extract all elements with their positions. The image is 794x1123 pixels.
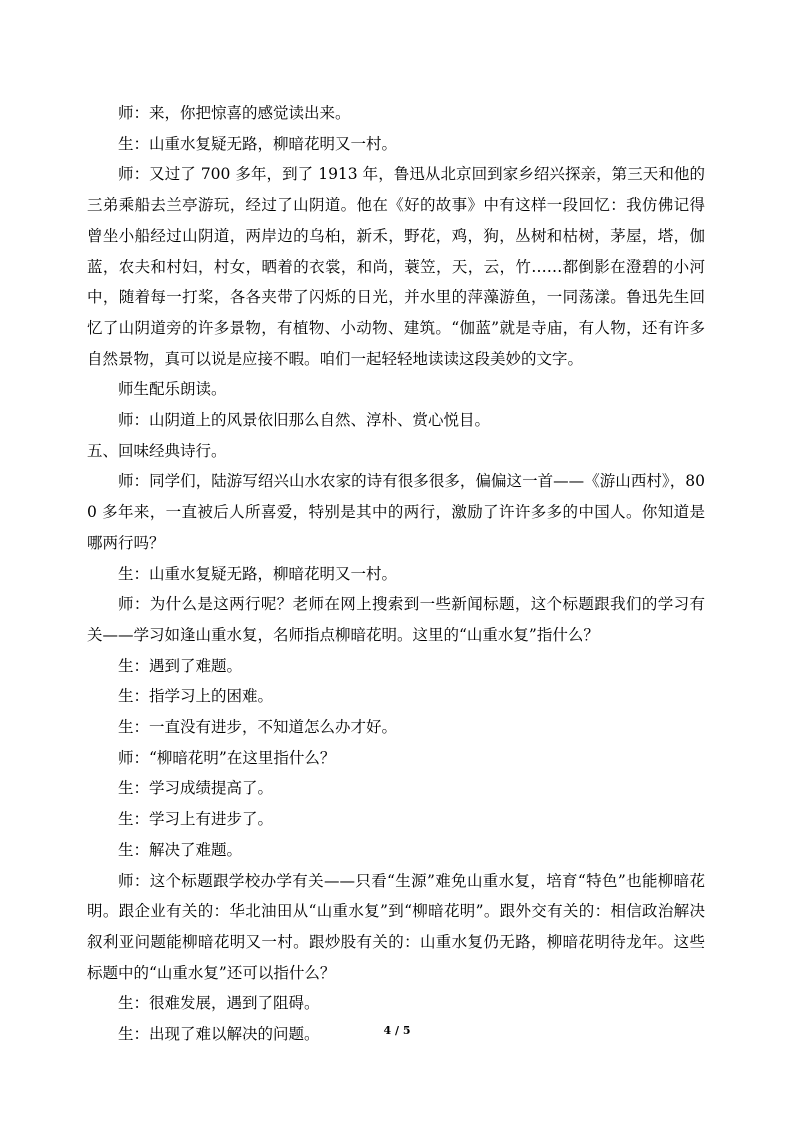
section-heading: 五、回味经典诗行。 (87, 441, 227, 460)
paragraph: 生：解决了难题。 (118, 840, 243, 859)
paragraph: 师：同学们，陆游写绍兴山水农家的诗有很多很多，偏偏这一首——《游山西村》，800 多年来，一直被后人所喜爱，特别是其中的两行，激励了许许多多的中国人。你知道是哪两行吗？ (87, 472, 705, 552)
page-number: 4 / 5 (383, 1024, 411, 1037)
paragraph: 师：山阴道上的风景依旧那么自然、淳朴、赏心悦目。 (118, 411, 491, 430)
paragraph: 生：山重水复疑无路，柳暗花明又一村。 (118, 134, 398, 153)
paragraph: 师：这个标题跟学校办学有关——只看“生源”难免山重水复，培育“特色”也能柳暗花明。跟企业有关的：华北油田从“山重水复”到“柳暗花明”。跟外交有关的：相信政治解决叙利亚问题能柳暗花明又一村。跟炒股有关的：山重水复仍无路，柳暗花明待龙年。这些标题中的“山重水复”还可以指什么？ (87, 871, 705, 982)
paragraph: 师：又过了 700 多年，到了 1913 年，鲁迅从北京回到家乡绍兴探亲，第三天和他的三弟乘船去兰亭游玩，经过了山阴道。他在《好的故事》中有这样一段回忆：我仿佛记得曾坐小船经过山阴道，两岸边的乌桕，新禾，野花，鸡，狗，丛树和枯树，茅屋，塔，伽蓝，农夫和村妇，村女，晒着的衣裳，和尚，蓑笠，天，云，竹……都倒影在澄碧的小河中，随着每一打桨，各各夹带了闪烁的日光，并水里的萍藻游鱼，一同荡漾。鲁迅先生回忆了山阴道旁的许多景物，有植物、小动物、建筑。“伽蓝”就是寺庙，有人物，还有许多自然景物，真可以说是应接不暇。咱们一起轻轻地读读这段美妙的文字。 (87, 165, 705, 368)
paragraph: 生：学习成绩提高了。 (118, 779, 274, 798)
paragraph: 师：来，你把惊喜的感觉读出来。 (118, 104, 351, 122)
paragraph: 生：出现了难以解决的问题。 (118, 1025, 320, 1044)
paragraph: 生：学习上有进步了。 (118, 810, 274, 829)
document-body (87, 98, 705, 1050)
paragraph: 师：“柳暗花明”在这里指什么？ (118, 748, 336, 767)
paragraph: 生：指学习上的困难。 (118, 687, 274, 706)
paragraph: 生：山重水复疑无路，柳暗花明又一村。 (118, 564, 398, 583)
paragraph: 师生配乐朗读。 (118, 380, 227, 399)
paragraph: 生：一直没有进步，不知道怎么办才好。 (118, 718, 398, 737)
paragraph: 生：遇到了难题。 (118, 656, 243, 675)
paragraph: 师：为什么是这两行呢？老师在网上搜索到一些新闻标题，这个标题跟我们的学习有关——学习如逢山重水复，名师指点柳暗花明。这里的“山重水复”指什么？ (87, 595, 705, 644)
paragraph: 生：很难发展，遇到了阻碍。 (118, 994, 320, 1013)
